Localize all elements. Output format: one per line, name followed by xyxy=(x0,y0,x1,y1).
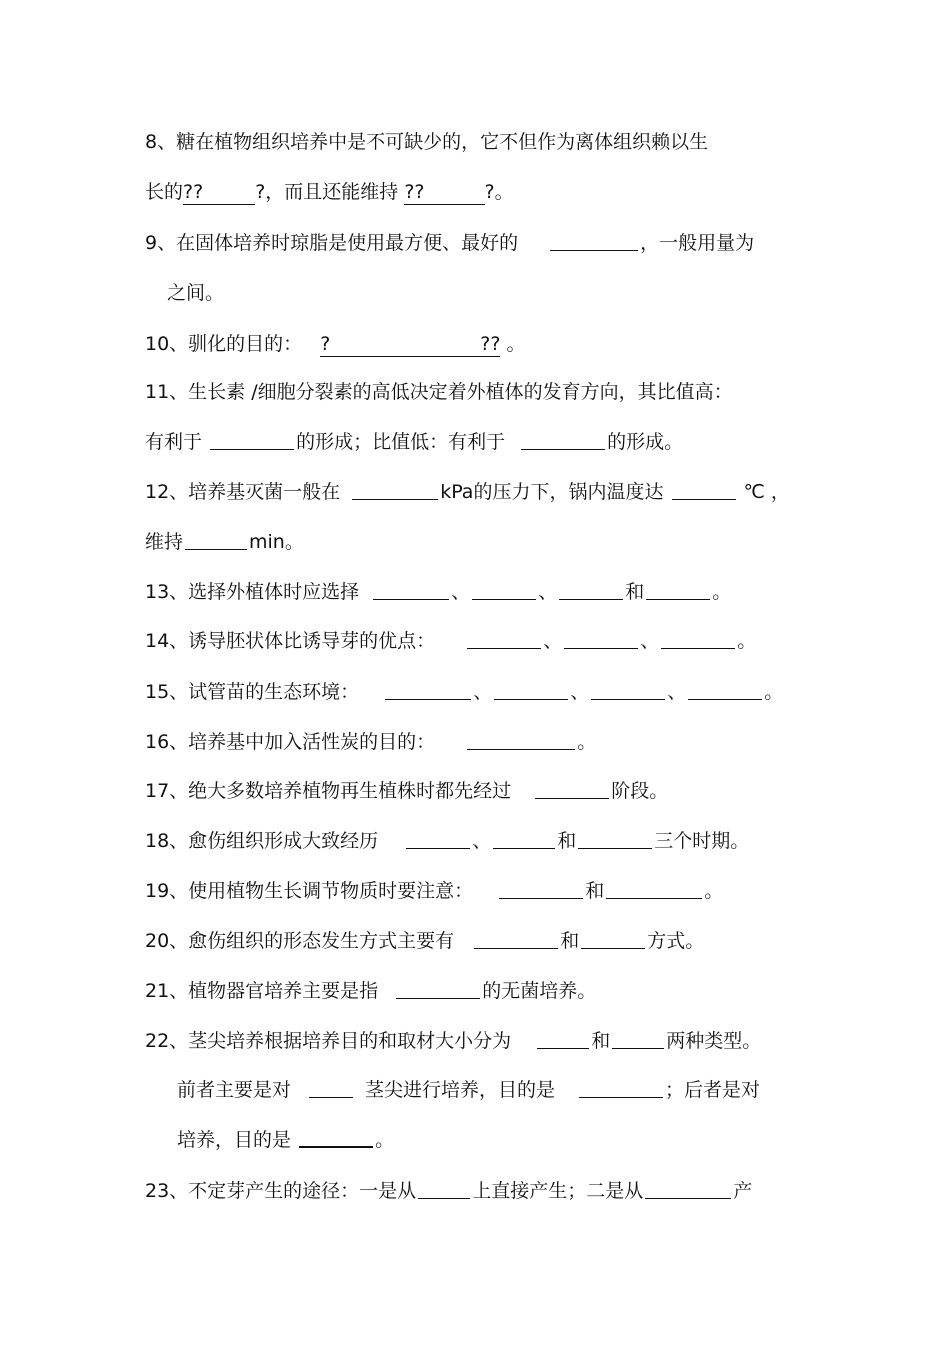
answer-blank xyxy=(299,1126,373,1148)
question-18-text: 18、愈伤组织形成大致经历 xyxy=(145,830,379,852)
text: 。 xyxy=(704,880,724,902)
answer-blank xyxy=(688,679,762,700)
text: 两种类型。 xyxy=(666,1030,762,1052)
answer-blank xyxy=(493,828,555,849)
answer-blank xyxy=(467,729,575,750)
text: ；后者是对 xyxy=(665,1079,761,1101)
answer-blank xyxy=(579,1077,663,1098)
question-8-line-2 xyxy=(145,178,514,206)
answer-blank xyxy=(645,1178,731,1199)
question-13-text: 13、选择外植体时应选择 xyxy=(145,581,360,603)
question-22-line-1 xyxy=(145,1027,761,1055)
text: 三个时期。 xyxy=(654,830,750,852)
text: 方式。 xyxy=(647,930,705,952)
text: ?，而且还能维持 xyxy=(255,181,399,203)
answer-blank xyxy=(564,628,638,649)
question-19-text: 19、使用植物生长调节物质时要注意： xyxy=(145,880,474,902)
text: 之间。 xyxy=(167,282,225,304)
answer-blank xyxy=(559,579,623,600)
answer-blank xyxy=(373,579,449,600)
answer-blank xyxy=(385,679,471,700)
answer-blank xyxy=(578,828,652,849)
blank-marker: ?? xyxy=(183,181,204,203)
text: 和 xyxy=(557,830,577,852)
question-13 xyxy=(145,578,731,606)
question-22-line-2 xyxy=(177,1076,760,1104)
answer-blank xyxy=(406,828,470,849)
answer-blank xyxy=(474,928,558,949)
question-11-line-1 xyxy=(145,378,733,406)
question-16-text: 16、培养基中加入活性炭的目的： xyxy=(145,731,436,753)
answer-blank xyxy=(404,181,484,205)
question-16 xyxy=(145,728,596,756)
answer-blank xyxy=(535,778,609,799)
answer-blank xyxy=(521,429,605,450)
answer-blank xyxy=(661,628,735,649)
text: 前者主要是对 xyxy=(177,1079,292,1101)
text: 的形成；比值低：有利于 xyxy=(296,431,506,453)
answer-blank xyxy=(606,878,702,899)
question-18 xyxy=(145,827,749,855)
text: ℃ ， xyxy=(743,481,790,503)
text: 有利于 xyxy=(145,431,203,453)
answer-blank xyxy=(672,479,736,500)
text: 。 xyxy=(577,731,597,753)
answer-blank xyxy=(494,679,568,700)
text: ?。 xyxy=(484,181,514,203)
question-8-text: 8、糖在植物组织培养中是不可缺少的，它不但作为离体组织赖以生 xyxy=(145,131,709,153)
answer-blank xyxy=(467,628,541,649)
text: 上直接产生；二是从 xyxy=(472,1180,644,1202)
question-23-text: 23、不定芽产生的途径：一是从 xyxy=(145,1180,417,1202)
text: 、 xyxy=(570,681,590,703)
text: 。 xyxy=(506,333,526,355)
answer-blank xyxy=(612,1028,664,1049)
text: 、 xyxy=(543,630,563,652)
question-22-text: 22、茎尖培养根据培养目的和取材大小分为 xyxy=(145,1030,512,1052)
blank-marker: ?? xyxy=(404,181,425,203)
text: 阶段。 xyxy=(611,780,669,802)
text: 、 xyxy=(473,681,493,703)
text: 和 xyxy=(625,581,645,603)
text: 维持 xyxy=(145,531,184,553)
text: 和 xyxy=(591,1030,611,1052)
text: 、 xyxy=(451,581,471,603)
question-15-text: 15、试管苗的生态环境： xyxy=(145,681,360,703)
answer-blank xyxy=(185,529,247,550)
answer-blank xyxy=(309,1077,353,1098)
question-20 xyxy=(145,927,704,955)
text: kPa的压力下，锅内温度达 xyxy=(440,481,664,503)
text: 产 xyxy=(733,1180,753,1202)
question-12-line-2 xyxy=(145,528,304,556)
question-20-text: 20、愈伤组织的形态发生方式主要有 xyxy=(145,930,455,952)
question-17 xyxy=(145,777,668,805)
text: 培养，目的是 xyxy=(177,1129,292,1151)
answer-blank xyxy=(499,878,583,899)
answer-blank xyxy=(537,1028,589,1049)
text: ，一般用量为 xyxy=(640,232,755,254)
question-8-line-1 xyxy=(145,128,708,156)
question-10 xyxy=(145,330,526,358)
question-14 xyxy=(145,627,756,655)
text: min。 xyxy=(249,531,304,553)
blank-marker: ? xyxy=(320,333,331,355)
text: 、 xyxy=(640,630,660,652)
question-17-text: 17、绝大多数培养植物再生植株时都先经过 xyxy=(145,780,512,802)
question-21 xyxy=(145,977,596,1005)
text: 的形成。 xyxy=(607,431,684,453)
question-9-text: 9、在固体培养时琼脂是使用最方便、最好的 xyxy=(145,232,519,254)
answer-blank xyxy=(396,978,480,999)
question-12-line-1 xyxy=(145,478,790,506)
answer-blank xyxy=(550,230,638,251)
blank-marker: ?? xyxy=(480,333,501,355)
question-14-text: 14、诱导胚状体比诱导芽的优点： xyxy=(145,630,436,652)
question-19 xyxy=(145,877,723,905)
answer-blank xyxy=(320,333,500,357)
text: 、 xyxy=(538,581,558,603)
answer-blank xyxy=(210,429,294,450)
answer-blank xyxy=(418,1178,470,1199)
question-9-line-2 xyxy=(167,279,224,307)
question-11-line-2 xyxy=(145,428,683,456)
question-9-line-1 xyxy=(145,229,754,257)
text: 。 xyxy=(764,681,784,703)
text: 长的 xyxy=(145,181,184,203)
text: 、 xyxy=(472,830,492,852)
question-10-text: 10、驯化的目的： xyxy=(145,333,303,355)
question-11-text: 11、生长素 /细胞分裂素的高低决定着外植体的发育方向，其比值高： xyxy=(145,381,733,403)
question-12-text: 12、培养基灭菌一般在 xyxy=(145,481,341,503)
text: 和 xyxy=(585,880,605,902)
answer-blank xyxy=(472,579,536,600)
question-15 xyxy=(145,678,783,706)
text: 。 xyxy=(712,581,732,603)
text: 和 xyxy=(560,930,580,952)
text: 、 xyxy=(667,681,687,703)
answer-blank xyxy=(581,928,645,949)
question-21-text: 21、植物器官培养主要是指 xyxy=(145,980,379,1002)
question-23 xyxy=(145,1177,752,1205)
answer-blank xyxy=(591,679,665,700)
answer-blank xyxy=(352,479,438,500)
answer-blank xyxy=(646,579,710,600)
question-22-line-3 xyxy=(177,1126,394,1154)
text: 的无菌培养。 xyxy=(482,980,597,1002)
answer-blank xyxy=(183,181,255,205)
text: 。 xyxy=(737,630,757,652)
text: 茎尖进行培养，目的是 xyxy=(365,1079,556,1101)
text: 。 xyxy=(375,1129,395,1151)
